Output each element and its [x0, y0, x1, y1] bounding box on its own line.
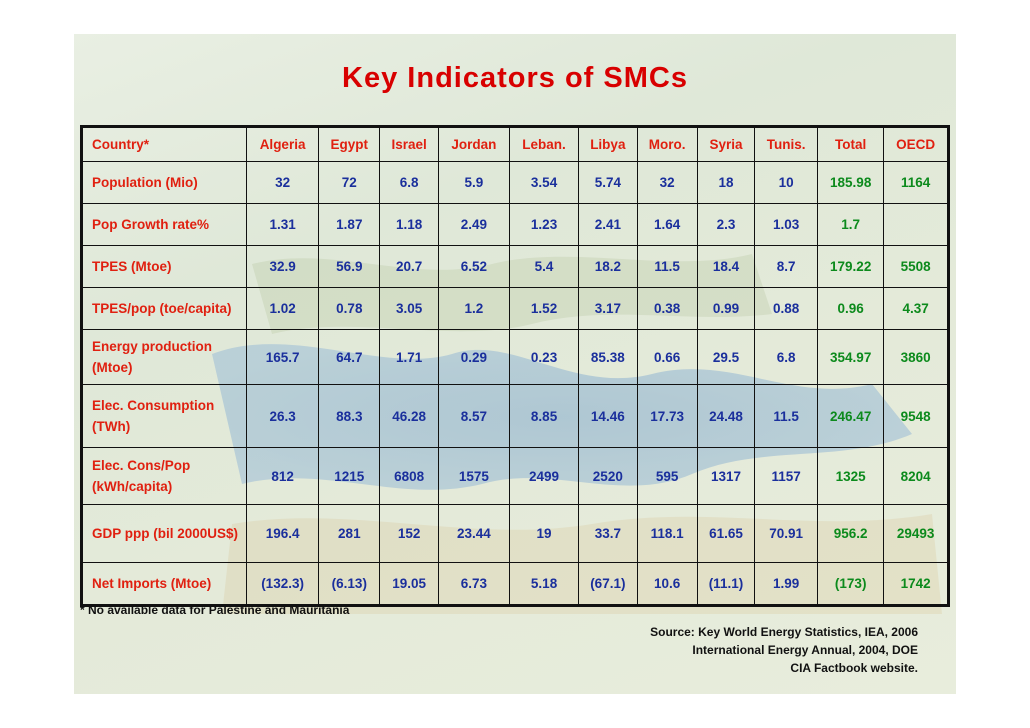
row-label: Energy production (Mtoe) — [82, 330, 247, 385]
table-cell: 46.28 — [380, 385, 438, 448]
table-cell: 11.5 — [637, 246, 697, 288]
table-cell: 281 — [319, 505, 380, 563]
table-cell: 19 — [509, 505, 578, 563]
table-cell: 6.52 — [438, 246, 509, 288]
table-cell: 1164 — [884, 162, 949, 204]
table-cell: 64.7 — [319, 330, 380, 385]
table-cell: 1.64 — [637, 204, 697, 246]
row-label: GDP ppp (bil 2000US$) — [82, 505, 247, 563]
footnote: * No available data for Palestine and Mauritania — [80, 603, 350, 617]
table-cell: 0.88 — [755, 288, 818, 330]
header-cell: Libya — [579, 127, 637, 162]
table-cell: 0.38 — [637, 288, 697, 330]
table-cell: 10 — [755, 162, 818, 204]
row-label: Elec. Cons/Pop (kWh/capita) — [82, 448, 247, 505]
table-cell: 152 — [380, 505, 438, 563]
table-cell: 8.57 — [438, 385, 509, 448]
row-label: TPES/pop (toe/capita) — [82, 288, 247, 330]
source-note — [650, 623, 918, 677]
table-cell: 1325 — [818, 448, 884, 505]
table-cell: 1742 — [884, 563, 949, 606]
source-line-1: Source: Key World Energy Statistics, IEA, 2006 — [650, 625, 918, 639]
row-label: Population (Mio) — [82, 162, 247, 204]
indicators-table — [80, 125, 950, 607]
table-row — [82, 162, 949, 204]
table-cell: 8.7 — [755, 246, 818, 288]
table-cell: 3.54 — [509, 162, 578, 204]
header-cell: Moro. — [637, 127, 697, 162]
table-cell: 165.7 — [247, 330, 319, 385]
table-cell: 1215 — [319, 448, 380, 505]
table-cell: 88.3 — [319, 385, 380, 448]
table-row — [82, 330, 949, 385]
table-cell: 0.23 — [509, 330, 578, 385]
table-cell: 33.7 — [579, 505, 637, 563]
table-cell: 179.22 — [818, 246, 884, 288]
table-cell: 8204 — [884, 448, 949, 505]
table-cell: 19.05 — [380, 563, 438, 606]
table-cell: 1.52 — [509, 288, 578, 330]
table-cell: 3.17 — [579, 288, 637, 330]
header-cell-country: Country* — [82, 127, 247, 162]
table-cell: 354.97 — [818, 330, 884, 385]
table-row — [82, 246, 949, 288]
table-cell: 1.23 — [509, 204, 578, 246]
header-cell: Jordan — [438, 127, 509, 162]
header-cell: Israel — [380, 127, 438, 162]
table-cell: 72 — [319, 162, 380, 204]
header-cell: Total — [818, 127, 884, 162]
table-row — [82, 563, 949, 606]
table-cell: 29493 — [884, 505, 949, 563]
table-cell: 0.99 — [697, 288, 754, 330]
header-cell: Egypt — [319, 127, 380, 162]
table-cell: 9548 — [884, 385, 949, 448]
table-cell: 595 — [637, 448, 697, 505]
table-cell: 29.5 — [697, 330, 754, 385]
table-cell: 6808 — [380, 448, 438, 505]
header-cell: Leban. — [509, 127, 578, 162]
table-cell: 23.44 — [438, 505, 509, 563]
table-cell: 1.18 — [380, 204, 438, 246]
table-cell: 2.3 — [697, 204, 754, 246]
table-cell — [884, 204, 949, 246]
table-cell: 6.8 — [380, 162, 438, 204]
table-cell: 1575 — [438, 448, 509, 505]
table-cell: 18 — [697, 162, 754, 204]
table-row — [82, 385, 949, 448]
table-cell: 2.49 — [438, 204, 509, 246]
table-cell: 3860 — [884, 330, 949, 385]
table-cell: 2520 — [579, 448, 637, 505]
table-cell: 1.99 — [755, 563, 818, 606]
table-cell: 17.73 — [637, 385, 697, 448]
table-cell: 0.96 — [818, 288, 884, 330]
table-cell: 11.5 — [755, 385, 818, 448]
table-cell: 18.4 — [697, 246, 754, 288]
slide-title: Key Indicators of SMCs — [342, 62, 688, 94]
header-cell: Syria — [697, 127, 754, 162]
table-cell: 0.78 — [319, 288, 380, 330]
table-cell: (11.1) — [697, 563, 754, 606]
table-cell: 70.91 — [755, 505, 818, 563]
table-cell: 1.87 — [319, 204, 380, 246]
table-cell: 0.66 — [637, 330, 697, 385]
table-cell: 6.73 — [438, 563, 509, 606]
table-cell: 6.8 — [755, 330, 818, 385]
table-cell: 14.46 — [579, 385, 637, 448]
table-cell: 32.9 — [247, 246, 319, 288]
table-cell: 1.71 — [380, 330, 438, 385]
table-row — [82, 288, 949, 330]
header-cell: Algeria — [247, 127, 319, 162]
table-row — [82, 505, 949, 563]
table-cell: 5.18 — [509, 563, 578, 606]
table-cell: 2.41 — [579, 204, 637, 246]
table-cell: 32 — [247, 162, 319, 204]
table-cell: 26.3 — [247, 385, 319, 448]
table-cell: 956.2 — [818, 505, 884, 563]
table-cell: 1.02 — [247, 288, 319, 330]
table-cell: 2499 — [509, 448, 578, 505]
table-cell: 0.29 — [438, 330, 509, 385]
table-cell: 246.47 — [818, 385, 884, 448]
table-cell: 1157 — [755, 448, 818, 505]
table-cell: (6.13) — [319, 563, 380, 606]
table-cell: 118.1 — [637, 505, 697, 563]
source-line-3: CIA Factbook website. — [790, 661, 918, 675]
source-line-2: International Energy Annual, 2004, DOE — [692, 643, 918, 657]
row-label: Pop Growth rate% — [82, 204, 247, 246]
table-cell: (67.1) — [579, 563, 637, 606]
table-cell: 20.7 — [380, 246, 438, 288]
table-cell: 1.7 — [818, 204, 884, 246]
table-cell: 24.48 — [697, 385, 754, 448]
table-cell: (173) — [818, 563, 884, 606]
table-cell: 56.9 — [319, 246, 380, 288]
table-cell: 5.4 — [509, 246, 578, 288]
table-cell: 85.38 — [579, 330, 637, 385]
row-label: Elec. Consumption (TWh) — [82, 385, 247, 448]
table-cell: 4.37 — [884, 288, 949, 330]
table-cell: 5.74 — [579, 162, 637, 204]
table-cell: 5508 — [884, 246, 949, 288]
table-header-row — [82, 127, 949, 162]
table-cell: 812 — [247, 448, 319, 505]
row-label: Net Imports (Mtoe) — [82, 563, 247, 606]
table-row — [82, 448, 949, 505]
table-cell: 18.2 — [579, 246, 637, 288]
table-cell: 196.4 — [247, 505, 319, 563]
table-cell: 5.9 — [438, 162, 509, 204]
table-cell: 1.03 — [755, 204, 818, 246]
table-row — [82, 204, 949, 246]
table-cell: 8.85 — [509, 385, 578, 448]
table-cell: 1.31 — [247, 204, 319, 246]
table-cell: 61.65 — [697, 505, 754, 563]
table-cell: 1.2 — [438, 288, 509, 330]
table-cell: 32 — [637, 162, 697, 204]
table-cell: 10.6 — [637, 563, 697, 606]
header-cell: OECD — [884, 127, 949, 162]
header-cell: Tunis. — [755, 127, 818, 162]
table-cell: 3.05 — [380, 288, 438, 330]
table-cell: 185.98 — [818, 162, 884, 204]
table-cell: 1317 — [697, 448, 754, 505]
row-label: TPES (Mtoe) — [82, 246, 247, 288]
table-cell: (132.3) — [247, 563, 319, 606]
